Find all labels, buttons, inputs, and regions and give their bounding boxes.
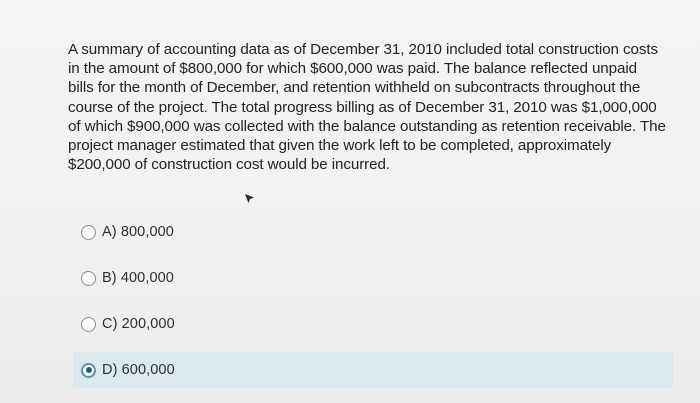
- option-label: B) 400,000: [102, 270, 174, 286]
- option-d-selected[interactable]: [73, 352, 673, 388]
- option-a[interactable]: [73, 214, 213, 250]
- radio-button[interactable]: [81, 271, 96, 286]
- option-label: A) 800,000: [102, 224, 174, 240]
- option-b[interactable]: [73, 260, 213, 296]
- radio-button-selected[interactable]: [81, 363, 96, 378]
- option-c[interactable]: [73, 306, 213, 342]
- option-label: D) 600,000: [102, 362, 175, 378]
- mouse-pointer-icon: [244, 193, 256, 205]
- radio-button[interactable]: [81, 225, 96, 240]
- radio-button[interactable]: [81, 317, 96, 332]
- option-label: C) 200,000: [102, 316, 175, 332]
- question-text: A summary of accounting data as of December 31, 2010 included total construction costs in the amount of $800,000 for which $600,000 was paid. The balance reflected unpaid bills for the month of December, and retention withheld on subcontracts throughout the course of the project. The total progress billing as of December 31, 2010 was $1,000,000 of which $900,000 was collected with the balance outstanding as retention receivable. The project manager estimated that given the work left to be completed, approximately $200,000 of construction cost would be incurred.: [68, 41, 666, 174]
